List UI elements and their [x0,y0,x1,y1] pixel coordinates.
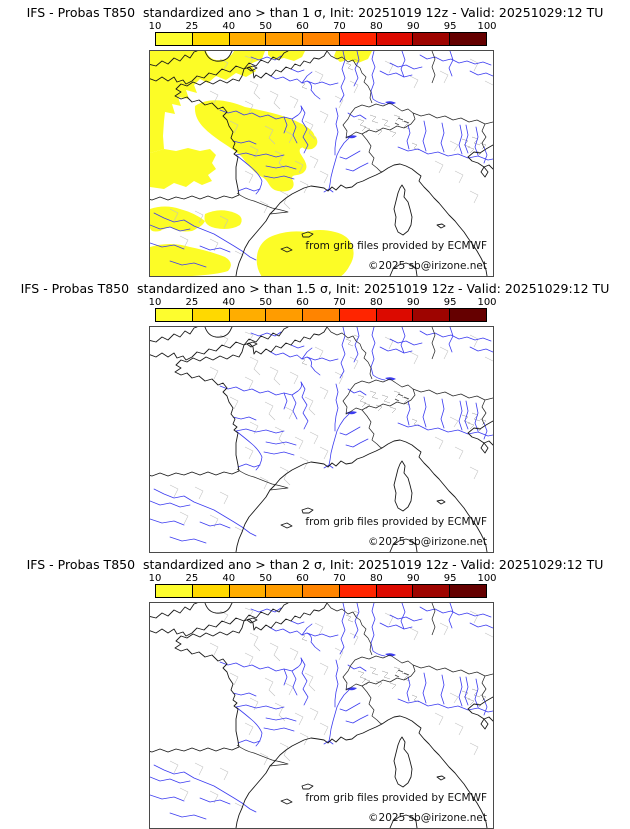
colorbar-tick: 70 [333,21,346,32]
colorbar-segment [413,585,450,597]
colorbar-tick: 80 [369,21,383,32]
colorbar-segment [266,33,303,45]
colorbar-tick: 90 [406,297,420,308]
map-frame [149,326,494,553]
colorbar [148,573,497,598]
colorbar-ticks [148,21,497,32]
colorbar-tick: 40 [222,297,236,308]
colorbar [148,21,497,46]
colorbar-tick: 70 [333,297,346,308]
panel-title: IFS - Probas T850 standardized ano > than 1.5 σ, Init: 20251019 12z - Valid: 20251029:12 TU [20,281,610,296]
colorbar-tick: 60 [296,573,309,584]
colorbar-tick: 90 [406,573,420,584]
colorbar-segment [413,309,450,321]
colorbar-segment [156,309,193,321]
colorbar-segment [450,585,486,597]
colorbar-tick: 95 [443,297,457,308]
colorbar-ticks [148,297,497,308]
colorbar-segment [193,585,230,597]
colorbar-segment [156,33,193,45]
colorbar-tick: 25 [185,21,199,32]
colorbar [148,297,497,322]
credit-ecmwf: from grib files provided by ECMWF [305,516,487,528]
colorbar-tick: 25 [185,573,199,584]
colorbar-segment [193,33,230,45]
colorbar-segment [413,33,450,45]
panel-title: IFS - Probas T850 standardized ano > than 2 σ, Init: 20251019 12z - Valid: 20251029:12 TU [26,557,604,572]
colorbar-tick: 10 [148,573,162,584]
panel-prob-gt-1_5sigma [0,276,630,552]
colorbar-segment [230,309,267,321]
colorbar-tick: 60 [296,297,309,308]
panel-prob-gt-2sigma [0,552,630,828]
colorbar-segment [340,33,377,45]
colorbar-segment [266,309,303,321]
map-frame [149,50,494,277]
colorbar-tick: 100 [477,297,497,308]
colorbar-tick: 80 [369,573,383,584]
colorbar-tick: 10 [148,21,162,32]
colorbar-tick: 25 [185,297,199,308]
credit-copyright: ©2025 sb@irizone.net [368,536,487,548]
credit-copyright: ©2025 sb@irizone.net [368,812,487,824]
colorbar-tick: 50 [259,21,273,32]
colorbar-tick: 40 [222,573,236,584]
colorbar-segment [193,309,230,321]
colorbar-tick: 70 [333,573,346,584]
colorbar-tick: 100 [477,21,497,32]
colorbar-bar [155,32,487,46]
colorbar-tick: 40 [222,21,236,32]
panel-prob-gt-1sigma [0,0,630,276]
colorbar-tick: 95 [443,21,457,32]
colorbar-segment [377,33,414,45]
colorbar-tick: 50 [259,297,273,308]
colorbar-tick: 95 [443,573,457,584]
colorbar-segment [303,585,340,597]
credit-copyright: ©2025 sb@irizone.net [368,260,487,272]
colorbar-segment [230,585,267,597]
colorbar-tick: 10 [148,297,162,308]
panel-title: IFS - Probas T850 standardized ano > than 1 σ, Init: 20251019 12z - Valid: 20251029:12 TU [26,5,604,20]
colorbar-tick: 60 [296,21,309,32]
credit-ecmwf: from grib files provided by ECMWF [305,792,487,804]
colorbar-bar [155,308,487,322]
colorbar-segment [156,585,193,597]
colorbar-tick: 50 [259,573,273,584]
colorbar-segment [377,585,414,597]
colorbar-tick: 80 [369,297,383,308]
colorbar-segment [377,309,414,321]
colorbar-tick: 90 [406,21,420,32]
colorbar-segment [303,309,340,321]
colorbar-segment [340,585,377,597]
colorbar-segment [450,309,486,321]
map-frame [149,602,494,829]
credit-ecmwf: from grib files provided by ECMWF [305,240,487,252]
colorbar-segment [303,33,340,45]
colorbar-segment [450,33,486,45]
colorbar-segment [230,33,267,45]
colorbar-tick: 100 [477,573,497,584]
colorbar-ticks [148,573,497,584]
colorbar-segment [266,585,303,597]
colorbar-bar [155,584,487,598]
colorbar-segment [340,309,377,321]
